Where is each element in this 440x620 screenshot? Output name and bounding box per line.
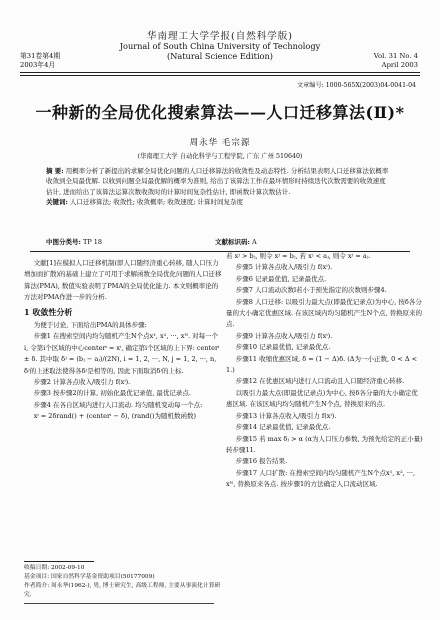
step-3: 步骤3 按步骤2的计算, 初始化最优记录值, 最优记录点. bbox=[33, 389, 191, 398]
step-7: 步骤7 人口流动次数l若小于预先指定的次数则步骤4. bbox=[235, 286, 387, 295]
steps-intro: 为便于讨论, 下面给出PMA的具体步骤: bbox=[33, 321, 147, 330]
authors: 周永华 毛宗源 bbox=[189, 138, 251, 148]
footnote-rule bbox=[24, 561, 94, 562]
right-column bbox=[226, 251, 424, 491]
abstract-text: 用概率分析了新提出的求解全局优化问题的人口迁移算法的收敛性及动态特性. 分析结果表明人口迁移算法依概率收敛到全局最优解. 以收到问题全局最优解的概率为准则, 给出了该算法工作在最坏情形时持续迭代次数需要的收敛速度估计, 进而给出了该算法运算次数收敛时的计算时间复杂性估计, 即函数计算次数估计. bbox=[46, 167, 389, 196]
keywords-text: 人口迁移算法; 收敛性; 收敛概率; 收敛速度; 计算时间复杂度 bbox=[69, 197, 244, 206]
bounds-rule: 若 xʲ > bⱼ, 则令 xʲ = bⱼ, 若 xʲ < aⱼ, 则令 xʲ = aⱼ. bbox=[226, 252, 371, 260]
volume-en-block bbox=[374, 52, 418, 70]
journal-name-cn: 华南理工大学学报(自然科学版) bbox=[147, 31, 293, 42]
step-9: 步骤9 计算各点收入/吸引力 f(xⁱ). bbox=[235, 331, 333, 340]
doc-code-value: A bbox=[251, 238, 257, 246]
affiliation: (华南理工大学 自动化科学与工程学院, 广东 广州 510640) bbox=[137, 153, 303, 160]
clc-value: TP 18 bbox=[82, 238, 103, 246]
intro-paragraph: 文献[1]在模拟人口迁移机制(即人口随经济重心转移, 随人口压力增加而扩散)的基础上建立了可用于求解函数全局优化问题的人口迁移算法(PMA), 数值实验表明了PMA的全局优化能力. 本文则概率论的方法对PMA作进一步的分析. bbox=[24, 259, 222, 302]
step-5: 步骤5 计算各点收入/吸引力 f(xⁱ). bbox=[235, 263, 333, 272]
formula: xⁱ = 2δrand() + (centerⁱ − δ), (rand()为随机数函数) bbox=[33, 412, 197, 421]
step-8: 步骤8 人口迁移: 以吸引力最大点(即最优记录点)为中心, 按δ各分量的大小确定优惠区域. 在该区域内均匀随机产生N个点, 替换原来的点. bbox=[226, 297, 422, 329]
footer-rule bbox=[24, 603, 214, 604]
step-2: 步骤2 计算各点收入/吸引力 f(xⁱ). bbox=[33, 378, 131, 387]
step-12-detail: 以吸引力最大点(即最优记录点)为中心, 按δ各分量的大小确定优惠区域. 在该区域内均匀随机产生N个点, 替换原来的点. bbox=[226, 388, 418, 409]
journal-edition-en: (Natural Science Edition) bbox=[167, 51, 273, 61]
fund-info: 基金项目: 国家自然科学基金资助项目(50177009) bbox=[24, 574, 155, 580]
received-date: 收稿日期: 2002-09-10 bbox=[24, 565, 85, 571]
volume-en: Vol. 31 No. 4 bbox=[373, 52, 418, 60]
abstract bbox=[46, 166, 391, 207]
header-rule-thin bbox=[20, 75, 420, 76]
abstract-label: 摘 要: bbox=[46, 167, 64, 175]
header-rule-thick bbox=[20, 72, 420, 73]
keywords-line bbox=[46, 197, 391, 207]
step-4: 步骤4 在各自区域内进行人口流动. 均匀随机变动每一个点: bbox=[33, 400, 203, 409]
date-en: April 2003 bbox=[381, 61, 418, 69]
doc-code-label: 文献标识码: bbox=[215, 238, 250, 246]
clc-label: 中图分类号: bbox=[46, 238, 81, 246]
step-16: 步骤16 报告结果. bbox=[235, 457, 288, 466]
keywords-label: 关键词: bbox=[46, 197, 68, 206]
step-13: 步骤13 计算各点收入/吸引力 f(xⁱ). bbox=[235, 411, 337, 420]
journal-name-en: Journal of South China University of Technology bbox=[119, 41, 321, 51]
paper-title: 一种新的全局优化搜索算法——人口迁移算法(Ⅱ)* bbox=[35, 103, 405, 122]
section-heading: 1 收敛性分析 bbox=[24, 306, 73, 317]
step-11: 步骤11 收缩优惠区域, δ = (1 − Δ)δ. (Δ为一小正数, 0 < Δ < 1.) bbox=[226, 354, 418, 375]
step-12: 步骤12 在优惠区域内进行人口流动且人口随经济重心转移. bbox=[235, 377, 405, 386]
clc-line bbox=[46, 237, 102, 246]
date-cn: 2003年4月 bbox=[20, 61, 56, 69]
article-number: 文章编号: 1000-565X(2003)04-0041-04 bbox=[296, 82, 416, 89]
left-column bbox=[24, 258, 222, 423]
volume-cn: 第31卷第4期 bbox=[20, 52, 61, 60]
footnote bbox=[24, 564, 222, 600]
step-6: 步骤6 记录最优值, 记录最优点. bbox=[235, 274, 327, 283]
step-15: 步骤15 若 max δⱼ > α (α为人口压力参数, 为预先给定的正小量)转步骤11. bbox=[226, 434, 423, 454]
step-14: 步骤14 记录最优值, 记录最优点. bbox=[235, 423, 331, 432]
author-bio: 作者简介: 周永华(1962-), 男, 博士研究生, 高级工程师, 主要从事演化计算研究. bbox=[24, 583, 221, 598]
step-17: 步骤17 人口扩散: 在搜索空间内均匀随机产生N个点x¹, x², ···, xᴺ, 替换原来各点. 按步骤1的方法确定人口流动区域. bbox=[226, 468, 416, 489]
volume-cn-block bbox=[20, 52, 60, 70]
step-10: 步骤10 记录最优值, 记录最优点. bbox=[235, 343, 331, 352]
doc-code-line bbox=[215, 237, 257, 246]
step-1: 步骤1 在搜索空间内均匀随机产生N个点x¹, x², ···, xᴺ. 对每一个i, 令第i个区域的中心centerⁱ = xⁱ, 确定第i个区域的上下界: centerⁱ ± δ. 其中取 δʲ = (bⱼ − aⱼ)/(2N), i = 1, 2, ···, N, j = 1, 2, ···, n, δʲ的上述取法使得各δʲ是相等的, 因此下面取消δʲ的上标. bbox=[24, 332, 220, 375]
